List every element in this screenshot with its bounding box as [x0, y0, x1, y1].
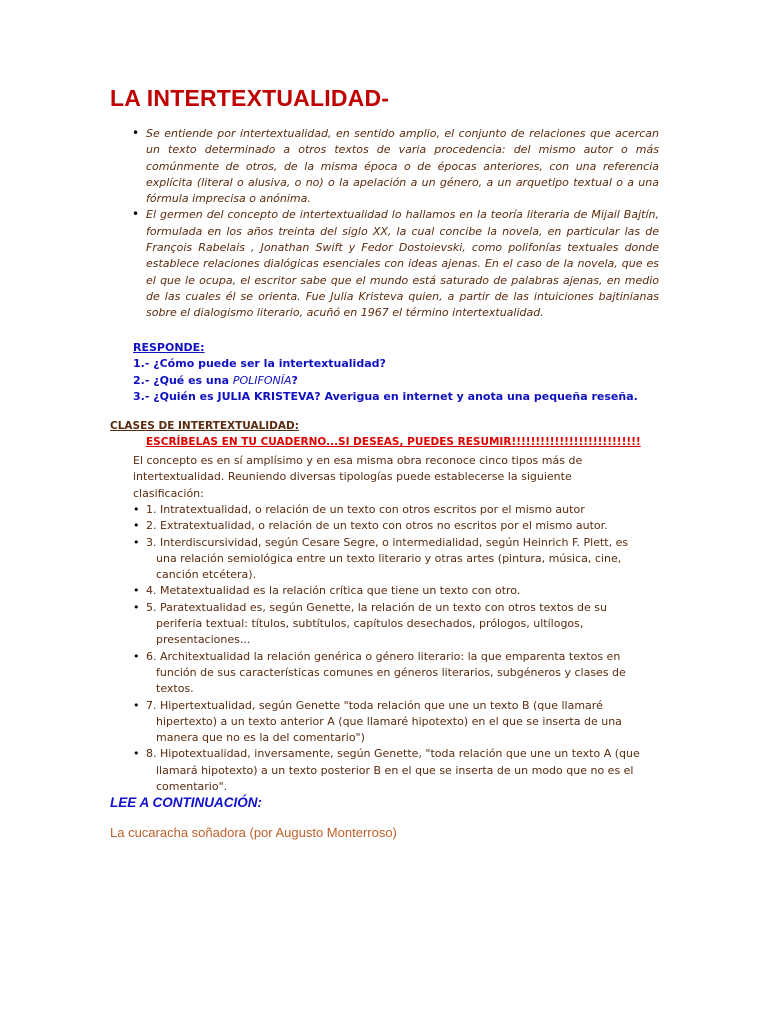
question-2-suffix: ?: [291, 373, 298, 387]
list-item-text: 4. Metatextualidad es la relación crítica que tiene un texto con otro.: [146, 584, 521, 598]
list-item: [133, 583, 643, 599]
bullet-icon: •: [133, 584, 140, 598]
bullet-icon: •: [133, 600, 140, 614]
list-item: [133, 649, 643, 698]
bullet-icon: •: [133, 503, 140, 516]
question-2-prefix: 2.- ¿Qué es una: [133, 373, 233, 387]
classes-instruction: ESCRÍBELAS EN TU CUADERNO...SI DESEAS, PUEDES RESUMIR!!!!!!!!!!!!!!!!!!!!!!!!!!!: [146, 436, 641, 448]
list-item: [133, 698, 643, 747]
intro-paragraph: [130, 207, 659, 321]
intro-paragraph-text: Se entiende por intertextualidad, en sentido amplio, el conjunto de relaciones que acercan un texto determinado a otros textos de varia procedencia: del mismo autor o más comúnmente de otros, de la misma época o de épocas anteriores, con una referencia explícita (literal o alusiva, o no) o la apelación a un género, a un arquetipo textual o a una fórmula imprecisa o anónima.: [146, 127, 659, 206]
question-2-emphasis: POLIFONÍA: [232, 373, 292, 387]
concept-paragraph: El concepto es en sí amplísimo y en esa misma obra reconoce cinco tipos más de intertextualidad. Reuniendo diversas tipologías puede establecerse la siguiente clasificación:: [133, 454, 583, 500]
bullet-icon: •: [133, 698, 140, 712]
story-title: La cucaracha soñadora (por Augusto Monterroso): [110, 825, 397, 840]
bullet-icon: •: [132, 207, 140, 222]
list-item-text: 6. Architextualidad la relación genérica o género literario: la que emparenta textos en función de sus características comunes en géneros literarios, subgéneros y clases de textos.: [146, 649, 626, 696]
intro-paragraph: [130, 126, 659, 207]
bullet-icon: •: [133, 649, 140, 663]
intro-section: [130, 126, 659, 322]
list-item: [133, 502, 643, 518]
list-item: [133, 518, 643, 534]
bullet-icon: •: [132, 126, 140, 140]
page-title: LA INTERTEXTUALIDAD-: [110, 85, 390, 111]
question-2: [133, 373, 638, 389]
read-next-heading: LEE A CONTINUACIÓN:: [110, 795, 262, 810]
list-item: [133, 746, 643, 795]
list-item-text: 3. Interdiscursividad, según Cesare Segre, o intermedialidad, según Heinrich F. Plett, es una relación semiológica entre un texto literario y otras artes (pintura, música, cine, canción etcétera).: [146, 535, 629, 582]
bullet-icon: •: [133, 747, 140, 761]
list-item-text: 2. Extratextualidad, o relación de un texto con otros no escritos por el mismo autor.: [146, 519, 608, 533]
types-list: [133, 502, 643, 795]
questions-section: [133, 340, 638, 405]
question-1: 1.- ¿Cómo puede ser la intertextualidad?: [133, 357, 386, 371]
classes-heading: CLASES DE INTERTEXTUALIDAD:: [110, 420, 299, 432]
bullet-icon: •: [133, 535, 140, 549]
questions-heading: RESPONDE:: [133, 341, 205, 354]
list-item-text: 7. Hipertextualidad, según Genette "toda relación que une un texto B (que llamaré hipertexto) a un texto anterior A (que llamaré hipotexto) en el que se inserta de una manera que no es la del comentario"): [146, 698, 622, 745]
question-3: 3.- ¿Quién es JULIA KRISTEVA? Averigua en internet y anota una pequeña reseña.: [133, 389, 638, 403]
intro-paragraph-text: El germen del concepto de intertextualidad lo hallamos en la teoría literaria de Mijail Bajtín, formulada en los años treinta del siglo XX, la cual concibe la novela, en particular las de François Rabelais , Jonathan Swift y Fedor Dostoievski, como polifonías textuales donde establece relaciones dialógicas esenciales con ideas ajenas. En el caso de la novela, que es el que le ocupa, el escritor sabe que el mundo está saturado de palabras ajenas, en medio de las cuales él se orienta. Fue Julia Kristeva quien, a partir de las intuiciones bajtinianas sobre el dialogismo literario, acuñó en 1967 el término intertextualidad.: [146, 208, 659, 320]
list-item: [133, 600, 643, 649]
list-item-text: 5. Paratextualidad es, según Genette, la relación de un texto con otros textos de su periferia textual: títulos, subtítulos, capítulos desechados, prólogos, ultílogos, presentaciones...: [146, 600, 607, 647]
bullet-icon: •: [133, 519, 140, 533]
list-item: [133, 535, 643, 584]
list-item-text: 1. Intratextualidad, o relación de un texto con otros escritos por el mismo autor: [146, 503, 585, 516]
list-item-text: 8. Hipotextualidad, inversamente, según Genette, "toda relación que une un texto A (que llamará hipotexto) a un texto posterior B en el que se inserta de un modo que no es el comentario".: [146, 747, 640, 794]
